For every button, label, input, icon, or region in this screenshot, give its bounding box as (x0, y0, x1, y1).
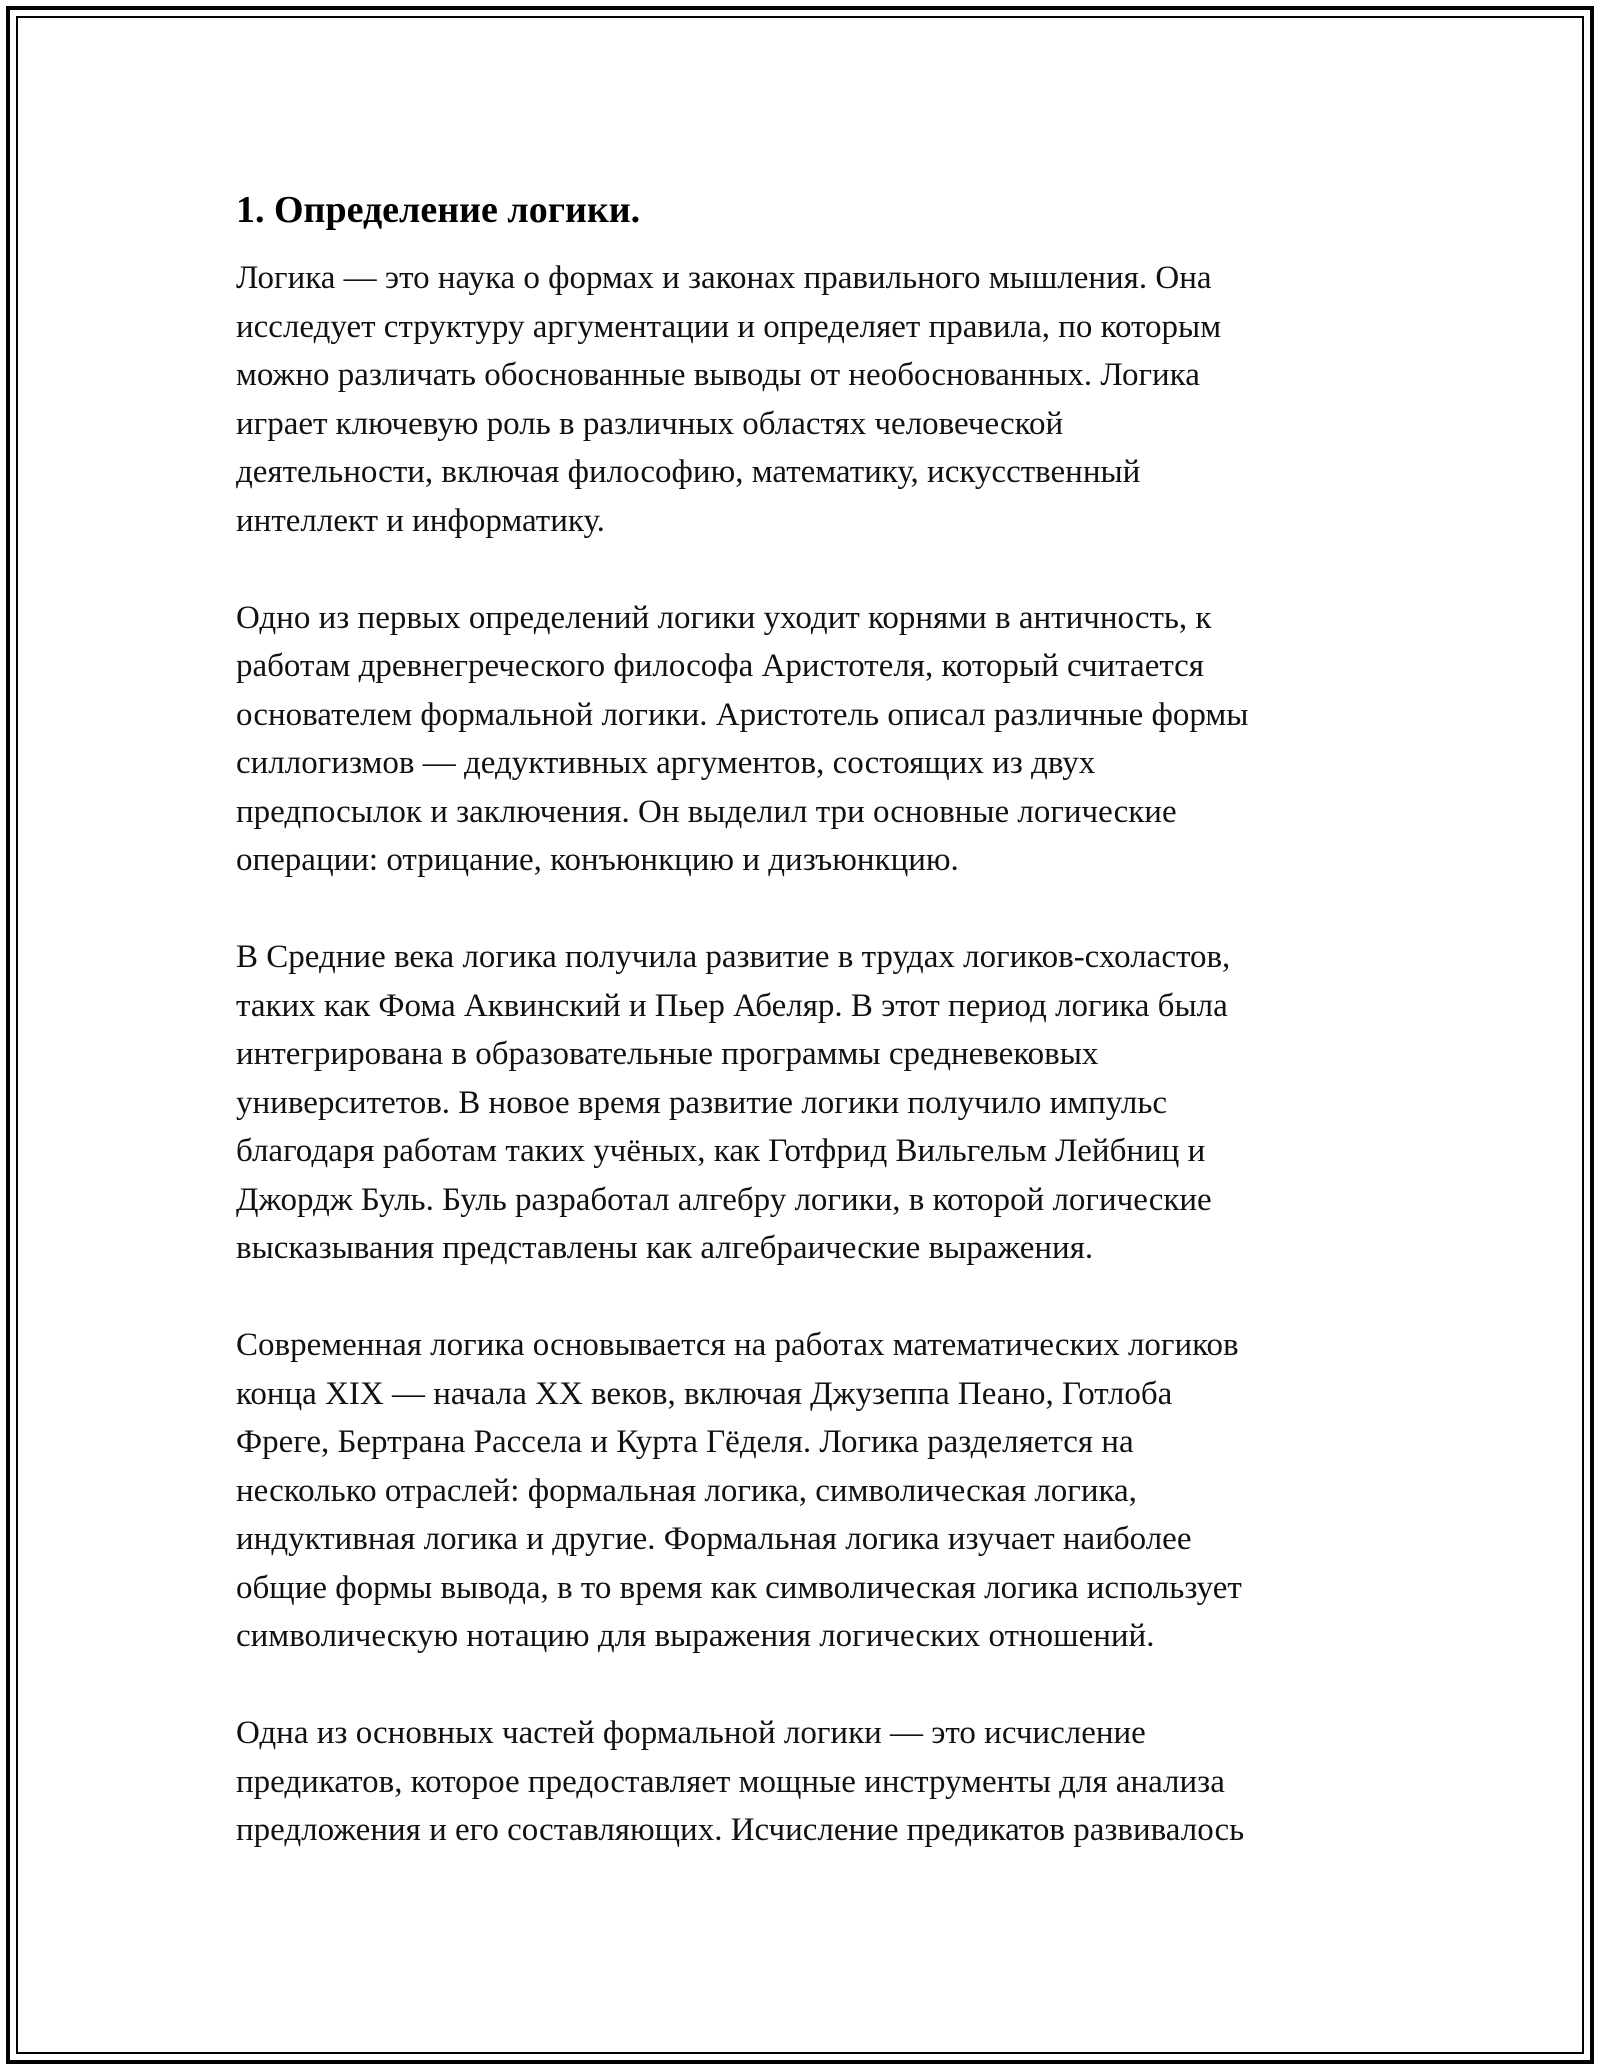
paragraph-line: несколько отраслей: формальная логика, символическая логика, (236, 1472, 1137, 1509)
paragraph-line: конца XIX — начала XX веков, включая Джузеппа Пеано, Готлоба (236, 1375, 1173, 1412)
paragraph-line: деятельности, включая философию, математику, искусственный (236, 454, 1141, 490)
paragraph-line: основателем формальной логики. Аристотель описал различные формы (236, 696, 1249, 733)
paragraph-line: операции: отрицание, конъюнкцию и дизъюнкцию. (236, 842, 959, 878)
paragraph-4 (236, 1321, 1366, 1661)
paragraph-1 (236, 254, 1366, 545)
paragraph-5 (236, 1709, 1366, 1855)
paragraph-line: предпосылок и заключения. Он выделил три основные логические (236, 793, 1177, 830)
paragraph-line: Логика — это наука о формах и законах правильного мышления. Она (236, 260, 1212, 296)
paragraph-line: символическую нотацию для выражения логических отношений. (236, 1618, 1155, 1654)
paragraph-line: исследует структуру аргументации и определяет правила, по которым (236, 308, 1222, 345)
paragraph-line: высказывания представлены как алгебраические выражения. (236, 1230, 1094, 1266)
paragraph-2 (236, 594, 1366, 885)
paragraph-line: индуктивная логика и другие. Формальная логика изучает наиболее (236, 1521, 1192, 1557)
paragraph-line: университетов. В новое время развитие логики получило импульс (236, 1084, 1168, 1121)
paragraph-line: Одна из основных частей формальной логики — это исчисление (236, 1715, 1146, 1751)
paragraph-line: можно различать обоснованные выводы от необоснованных. Логика (236, 357, 1200, 393)
paragraph-line: В Средние века логика получила развитие в трудах логиков-схоластов, (236, 939, 1231, 975)
paragraph-line: благодаря работам таких учёных, как Готфрид Вильгельм Лейбниц и (236, 1133, 1206, 1169)
paragraph-line: играет ключевую роль в различных областях человеческой (236, 405, 1064, 442)
paragraph-line: предложения и его составляющих. Исчисление предикатов развивалось (236, 1812, 1245, 1848)
paragraph-line: таких как Фома Аквинский и Пьер Абеляр. В этот период логика была (236, 987, 1228, 1024)
section-heading: 1. Определение логики. (236, 189, 641, 231)
paragraph-line: общие формы вывода, в то время как символическая логика использует (236, 1569, 1242, 1606)
paragraph-line: предикатов, которое предоставляет мощные инструменты для анализа (236, 1763, 1225, 1800)
paragraph-line: интегрирована в образовательные программы средневековых (236, 1036, 1099, 1072)
paragraph-line: работам древнегреческого философа Аристотеля, который считается (236, 648, 1204, 684)
paragraph-line: Современная логика основывается на работах математических логиков (236, 1327, 1239, 1363)
paragraph-line: Джордж Буль. Буль разработал алгебру логики, в которой логические (236, 1181, 1212, 1218)
paragraph-line: интеллект и информатику. (236, 502, 605, 539)
paragraph-line: силлогизмов — дедуктивных аргументов, состоящих из двух (236, 745, 1096, 781)
paragraph-line: Фреге, Бертрана Рассела и Курта Гёделя. Логика разделяется на (236, 1424, 1134, 1460)
paragraph-3 (236, 933, 1366, 1273)
document-body (236, 186, 1366, 1903)
paragraph-line: Одно из первых определений логики уходит корнями в античность, к (236, 599, 1212, 636)
